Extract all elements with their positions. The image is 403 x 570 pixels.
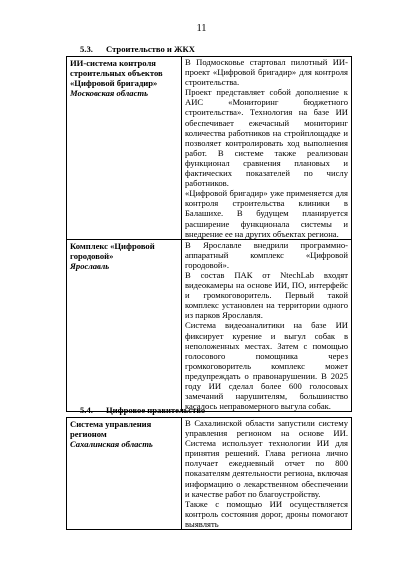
description-paragraph: В Сахалинской области запустили систему управления регионом на основе ИИ. Система использует технологии ИИ для принятия решений. Глава региона лично получает ежедневный отчет по 800 показателям деятельности региона, включая информацию о лекарственном обеспечении и качестве работ по благоустройству.: [185, 418, 348, 499]
description-paragraph: В Подмосковье стартовал пилотный ИИ-проект «Цифровой бригадир» для контроля строительства.: [185, 57, 348, 88]
description-paragraph: В состав ПАК от NtechLab входят видеокамеры на основе ИИ, ПО, интерфейс и громкоговоритель. Первый такой комплекс установлен на территории одного из парков Ярославля.: [185, 269, 348, 321]
description-paragraph: Проект представляет собой дополнение к АИС «Мониторинг бюджетного строительства». Технология на базе ИИ обеспечивает ежечасный мониторинг количества работников на стройплощадке и позволяет контролировать ход выполнения работ. В системе также реализован функционал сравнения плановых и фактических показателей по числу работников.: [185, 87, 348, 189]
section-heading-construction: [80, 44, 195, 54]
page-number: 11: [196, 23, 207, 34]
section-heading-digital-government: [80, 405, 205, 415]
description-paragraph: «Цифровой бригадир» уже применяется для контроля строительства клиники в Балашихе. В будущем планируется расширение функционала системы и внедрение ее на других объектах региона.: [185, 188, 348, 239]
section-title: Строительство и ЖКХ: [106, 44, 195, 54]
digital-government-table: [66, 417, 352, 530]
description-cell: [182, 57, 352, 240]
description-cell: [182, 239, 352, 412]
table-row: [67, 418, 352, 530]
project-name: Система управления регионом: [70, 419, 152, 440]
project-region: Ярославль: [70, 260, 110, 271]
description-cell: [182, 418, 352, 530]
table-row: [67, 57, 352, 240]
construction-table: [66, 56, 352, 412]
project-cell: [67, 57, 182, 240]
table-row: [67, 239, 352, 412]
project-cell: [67, 418, 182, 530]
description-paragraph: Система видеоаналитики на базе ИИ фиксирует курение и выгул собак в неположенных местах. Затем с помощью голосового помощника через громкоговоритель комплекс может предупреждать о правонарушении. В 2025 году ИИ сделал более 600 голосовых замечаний нарушителям, большинство касалось неправомерного выгула собак.: [185, 320, 348, 412]
section-number: 5.3.: [80, 44, 93, 54]
description-paragraph: В Ярославле внедрили программно-аппаратный комплекс «Цифровой городовой».: [185, 239, 348, 270]
project-region: Московская область: [70, 88, 149, 99]
description-paragraph: Также с помощью ИИ осуществляется контроль состояния дорог, дроны помогают выявлять: [185, 498, 348, 529]
section-title: Цифровое правительство: [106, 405, 206, 415]
project-cell: [67, 239, 182, 412]
project-name: Комплекс «Цифровой городовой»: [70, 240, 155, 261]
project-region: Сахалинская область: [70, 439, 153, 450]
project-name: ИИ-система контроля строительных объектов «Цифровой бригадир»: [70, 58, 163, 89]
section-number: 5.4.: [80, 405, 93, 415]
